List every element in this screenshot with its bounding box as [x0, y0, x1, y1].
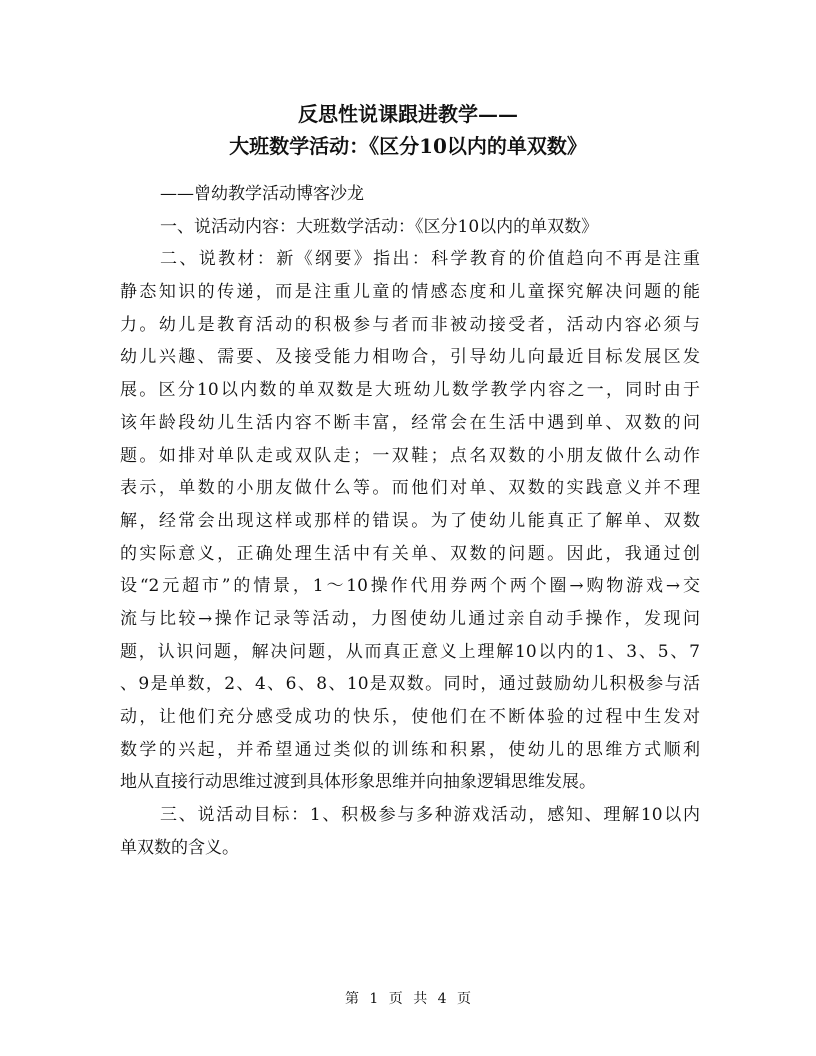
paragraph-line: 二、说教材：新《纲要》指出：科学教育的价值趋向不再是注重	[160, 249, 700, 270]
page-footer	[0, 988, 816, 1008]
paragraph-line: 表示，单数的小朋友做什么等。而他们对单、双数的实践意义并不理	[120, 478, 700, 499]
paragraph-line: 该年龄段幼儿生活内容不断丰富，经常会在生活中遇到单、双数的问	[120, 412, 700, 433]
paragraph-line: 的实际意义，正确处理生活中有关单、双数的问题。因此，我通过创	[120, 543, 700, 564]
page-current-number: 1	[369, 991, 379, 1007]
page-label-mid: 页	[388, 991, 403, 1007]
paragraph-line: 、9是单数，2、4、6、8、10是双数。同时，通过鼓励幼儿积极参与活	[120, 674, 700, 695]
paragraph-line: 静态知识的传递，而是注重儿童的情感态度和儿童探究解决问题的能	[120, 282, 700, 303]
page-label-suffix: 页	[457, 991, 472, 1007]
paragraph-line: 设“2元超市”的情景，1～10操作代用券两个两个圈→购物游戏→交	[120, 576, 700, 597]
document-title-line2: 大班数学活动：《区分10以内的单双数》	[229, 134, 587, 158]
paragraph-line: 一、说活动内容：大班数学活动：《区分10以内的单双数》	[160, 216, 599, 237]
paragraph-line: 三、说活动目标：1、积极参与多种游戏活动，感知、理解10以内	[160, 805, 700, 826]
paragraph-line: 动，让他们充分感受成功的快乐，使他们在不断体验的过程中生发对	[120, 707, 700, 727]
paragraph-line: 题。如排对单队走或双队走；一双鞋；点名双数的小朋友做什么动作	[120, 445, 700, 466]
paragraph-line: 单双数的含义。	[120, 837, 239, 858]
paragraph-line: 流与比较→操作记录等活动，力图使幼儿通过亲自动手操作，发现问	[120, 608, 700, 629]
paragraph-line: 数学的兴起，并希望通过类似的训练和积累，使幼儿的思维方式顺利	[120, 739, 700, 760]
page-label-prefix: 第	[344, 991, 359, 1007]
page-total-prefix: 共	[413, 991, 428, 1007]
paragraph-line: 展。区分10以内数的单双数是大班幼儿数学教学内容之一，同时由于	[120, 380, 700, 401]
paragraph-line: 题，认识问题，解决问题，从而真正意义上理解10以内的1、3、5、7	[120, 641, 700, 662]
document-body	[120, 178, 700, 864]
subtitle-line: ——曾幼教学活动博客沙龙	[160, 184, 364, 204]
document-title-line1: 反思性说课跟进教学——	[298, 102, 518, 126]
paragraph-line: 力。幼儿是教育活动的积极参与者而非被动接受者，活动内容必须与	[120, 314, 700, 335]
page-total-number: 4	[437, 991, 447, 1007]
paragraph-line: 解，经常会出现这样或那样的错误。为了使幼儿能真正了解单、双数	[120, 510, 700, 531]
paragraph-line: 幼儿兴趣、需要、及接受能力相吻合，引导幼儿向最近目标发展区发	[120, 347, 700, 368]
paragraph-line: 地从直接行动思维过渡到具体形象思维并向抽象逻辑思维发展。	[120, 772, 596, 793]
